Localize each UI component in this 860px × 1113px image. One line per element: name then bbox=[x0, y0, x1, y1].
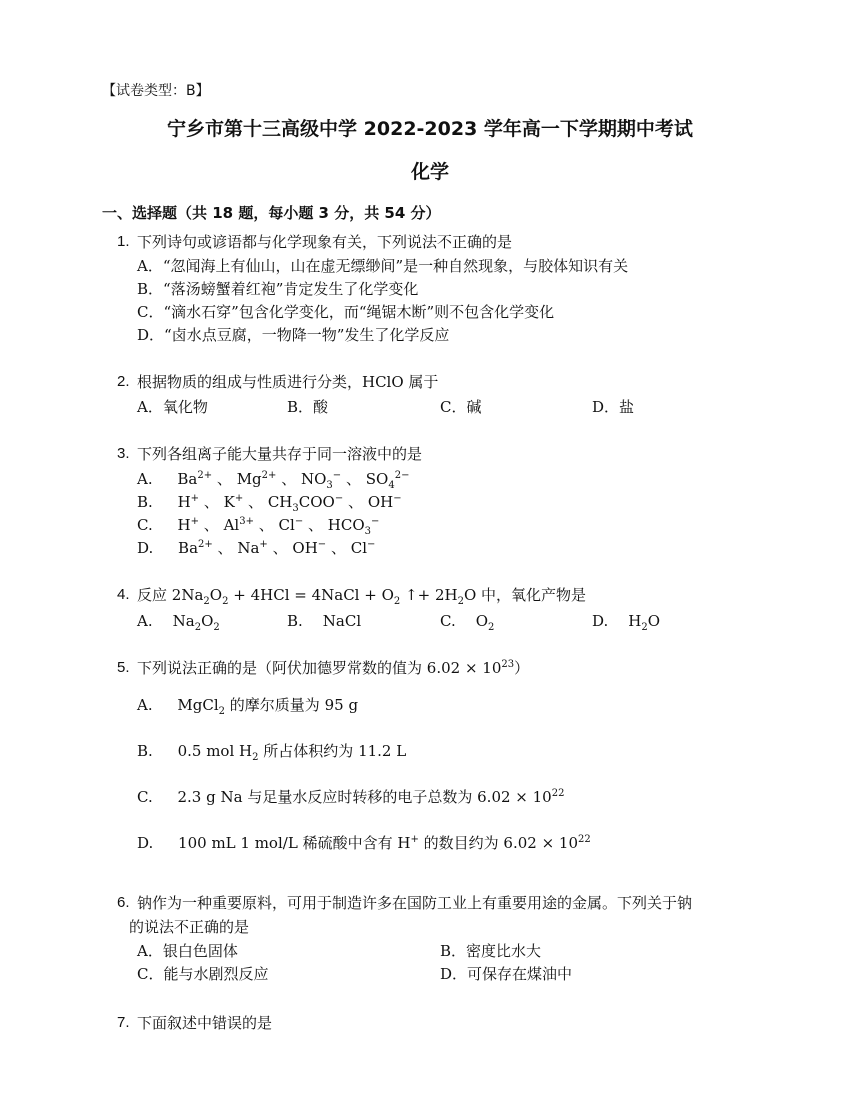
option-c: C．能与水剧烈反应 bbox=[137, 965, 269, 983]
option-b: B．密度比水大 bbox=[440, 942, 542, 960]
option-b: B．酸 bbox=[287, 398, 329, 416]
question-number: 2. bbox=[117, 373, 130, 390]
question-stem: 钠作为一种重要原料，可用于制造许多在国防工业上有重要用途的金属。下列关于钠 bbox=[137, 894, 693, 912]
question-number: 5. bbox=[117, 659, 130, 676]
question-stem: 下列说法正确的是（阿伏加德罗常数的值为 $6.02 \times 10^{23}$） bbox=[137, 659, 530, 677]
option-b: B. H+ 、 K+ 、 $CH_3COO^-$ 、 OH− bbox=[137, 493, 402, 514]
option-c: C．“滴水石穿”包含化学变化，而“绳锯木断”则不包含化学变化 bbox=[137, 303, 555, 321]
option-c: C. 2.3 g Na 与足量水反应时转移的电子总数为 $6.02 \times 10^{22}$ bbox=[137, 788, 565, 806]
exam-title: 宁乡市第十三高级中学 2022-2023 学年高一下学期期中考试 bbox=[167, 118, 693, 140]
question-number: 1. bbox=[117, 233, 130, 250]
question-stem: 下面叙述中错误的是 bbox=[137, 1014, 273, 1032]
subject-title: 化学 bbox=[410, 161, 449, 183]
reaction-equation: $2Na_2O_2 + 4HCl$ = 4NaCl + $O_2$ ↑+ $2H_2O$ bbox=[171, 586, 477, 607]
question-stem: 反应 $2Na_2O_2 + 4HCl$ = 4NaCl + $O_2$ ↑+ $2H_2O$ 中，氧化产物是 bbox=[137, 586, 587, 607]
question-stem-cont: 的说法不正确的是 bbox=[129, 918, 250, 936]
option-c: C．碱 bbox=[440, 398, 482, 416]
option-a: A. MgCl$_2$ 的摩尔质量为 95 g bbox=[137, 696, 359, 717]
option-c: C. $O_2$ bbox=[440, 612, 495, 633]
question-number: 4. bbox=[117, 586, 130, 603]
option-b: B．“落汤螃蟹着红袍”肯定发生了化学变化 bbox=[137, 280, 419, 298]
question-number: 6. bbox=[117, 894, 130, 911]
option-a: A. $Na_2O_2$ bbox=[137, 612, 220, 633]
option-a: A．氧化物 bbox=[137, 398, 208, 416]
options-row bbox=[137, 397, 737, 417]
option-d: D．“卤水点豆腐，一物降一物”发生了化学反应 bbox=[137, 326, 450, 344]
option-a: A. $Ba^{2+}$ 、 $Mg^{2+}$ 、 $NO_3^-$ 、 $SO_4^{2-}$ bbox=[137, 470, 410, 491]
option-d: D. 100 mL 1 mol/L 稀硫酸中含有 H+ 的数目约为 $6.02 \times 10^{22}$ bbox=[137, 834, 591, 852]
option-d: D. $Ba^{2+}$ 、 Na+ 、 OH− 、 Cl− bbox=[137, 539, 376, 557]
option-c: C. H+ 、 $Al^{3+}$ 、 Cl− 、 $HCO_3^-$ bbox=[137, 516, 380, 537]
question-number: 7. bbox=[117, 1014, 130, 1031]
options-row bbox=[137, 611, 737, 631]
option-a: A．“忽闻海上有仙山，山在虚无缥缈间”是一种自然现象，与胶体知识有关 bbox=[137, 257, 629, 275]
option-d: D．盐 bbox=[592, 398, 635, 416]
question-stem: 下列各组离子能大量共存于同一溶液中的是 bbox=[137, 445, 423, 463]
option-d: D. $H_2O$ bbox=[592, 612, 661, 633]
question-stem: 根据物质的组成与性质进行分类，HClO 属于 bbox=[137, 373, 439, 391]
option-a: A．银白色固体 bbox=[137, 942, 238, 960]
paper-type-tag: 【试卷类型：B】 bbox=[102, 83, 210, 99]
option-d: D．可保存在煤油中 bbox=[440, 965, 573, 983]
question-stem: 下列诗句或谚语都与化学现象有关，下列说法不正确的是 bbox=[137, 233, 513, 251]
option-b: B. NaCl bbox=[287, 612, 362, 630]
question-number: 3. bbox=[117, 445, 130, 462]
section-title: 一、选择题（共 18 题，每小题 3 分，共 54 分） bbox=[102, 204, 441, 222]
option-b: B. 0.5 mol $H_2$ 所占体积约为 11.2 L bbox=[137, 742, 407, 763]
